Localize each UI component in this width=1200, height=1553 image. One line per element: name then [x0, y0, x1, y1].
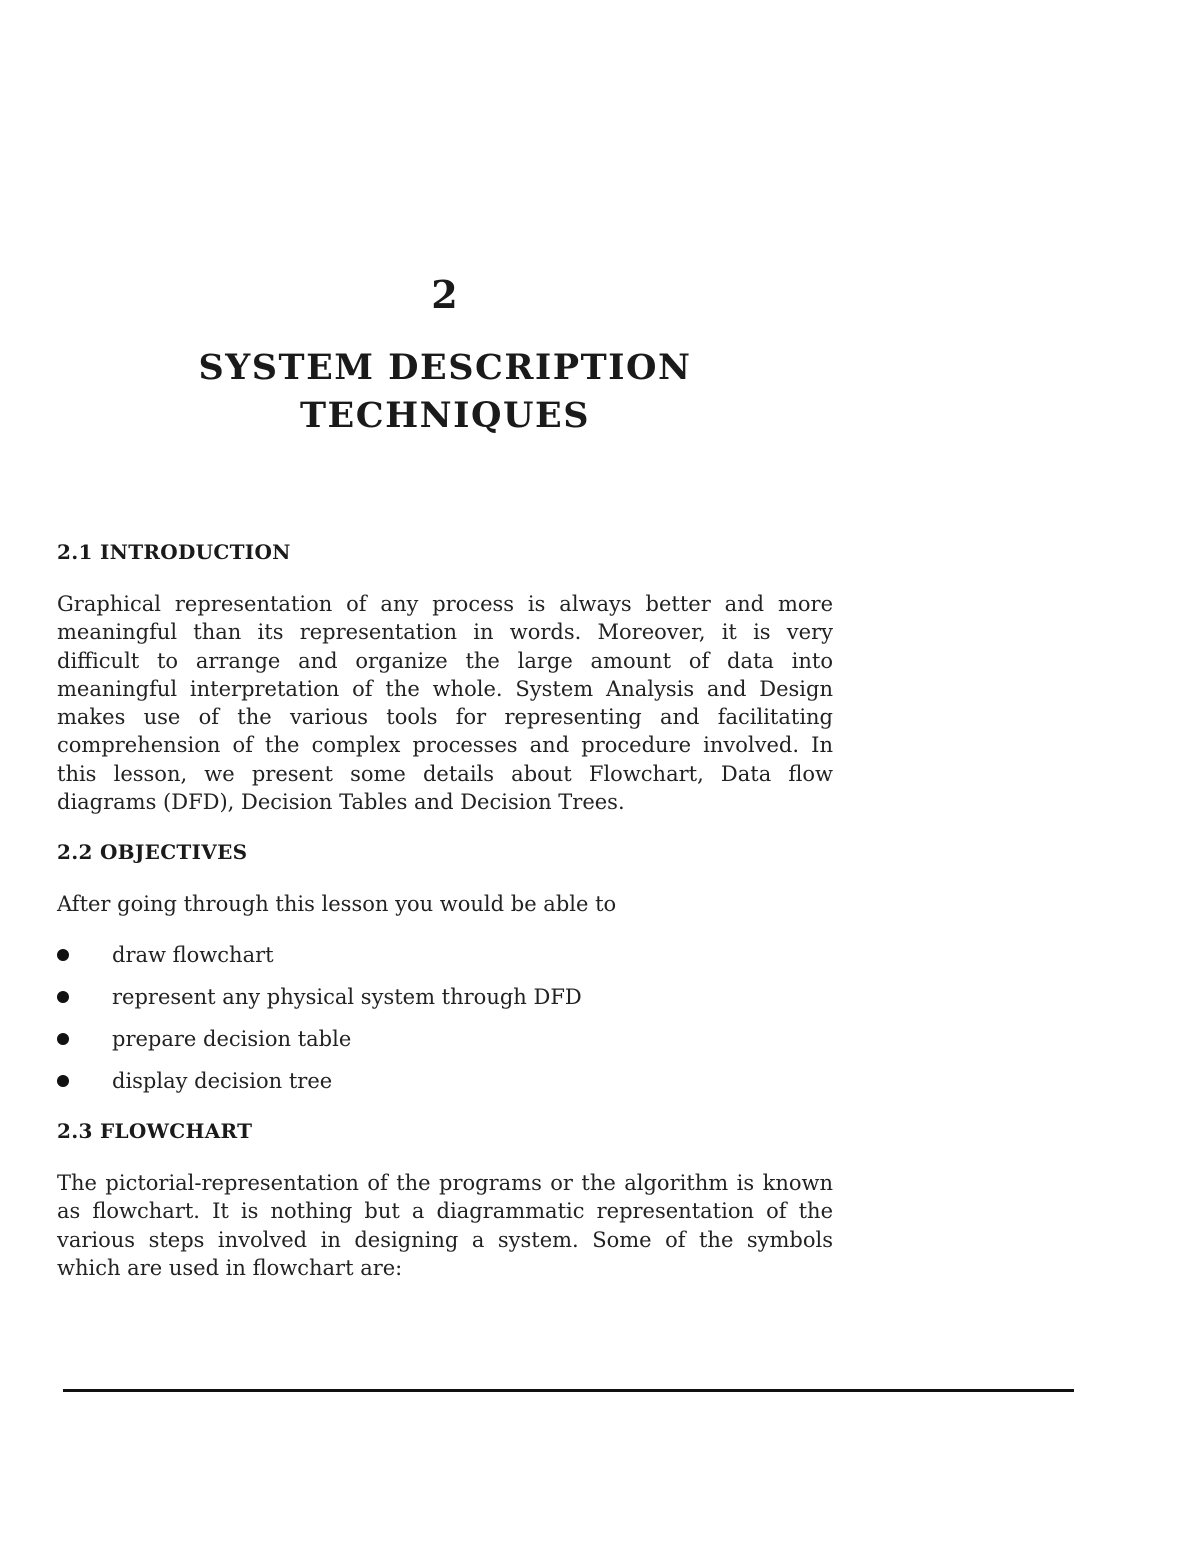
list-item	[57, 1025, 833, 1067]
bullet-icon	[57, 949, 69, 961]
objectives-heading: 2.2 OBJECTIVES	[57, 840, 248, 864]
flowchart-paragraph: The pictorial-representation of the programs or the algorithm is known as flowchart. It is nothing but a diagrammatic representation of the various steps involved in designing a system. Some of the symbols which are used in flowchart are:	[57, 1171, 833, 1280]
list-item-text: draw flowchart	[112, 943, 274, 967]
list-item	[57, 1067, 833, 1109]
list-item-text: represent any physical system through DFD	[112, 985, 582, 1009]
flowchart-heading: 2.3 FLOWCHART	[57, 1119, 253, 1143]
list-item-text: display decision tree	[112, 1069, 333, 1093]
bullet-icon	[57, 1033, 69, 1045]
objectives-intro: After going through this lesson you would be able to	[57, 892, 617, 916]
introduction-heading: 2.1 INTRODUCTION	[57, 540, 291, 564]
chapter-title-line-1: SYSTEM DESCRIPTION	[198, 347, 692, 388]
objectives-list	[57, 941, 833, 1109]
list-item	[57, 941, 833, 983]
bullet-icon	[57, 991, 69, 1003]
chapter-title-line-2: TECHNIQUES	[300, 395, 590, 436]
list-item-text: prepare decision table	[112, 1027, 352, 1051]
bullet-icon	[57, 1075, 69, 1087]
footer-divider	[63, 1389, 1074, 1392]
list-item	[57, 983, 833, 1025]
introduction-paragraph: Graphical representation of any process is always better and more meaningful than its representation in words. Moreover, it is very difficult to arrange and organize the large amount of data into meaningful interpretation of the whole. System Analysis and Design makes use of the various tools for representing and facilitating comprehension of the complex processes and procedure involved. In this lesson, we present some details about Flowchart, Data flow diagrams (DFD), Decision Tables and Decision Trees.	[57, 592, 833, 815]
chapter-number: 2	[431, 272, 459, 317]
chapter-title	[0, 344, 890, 440]
